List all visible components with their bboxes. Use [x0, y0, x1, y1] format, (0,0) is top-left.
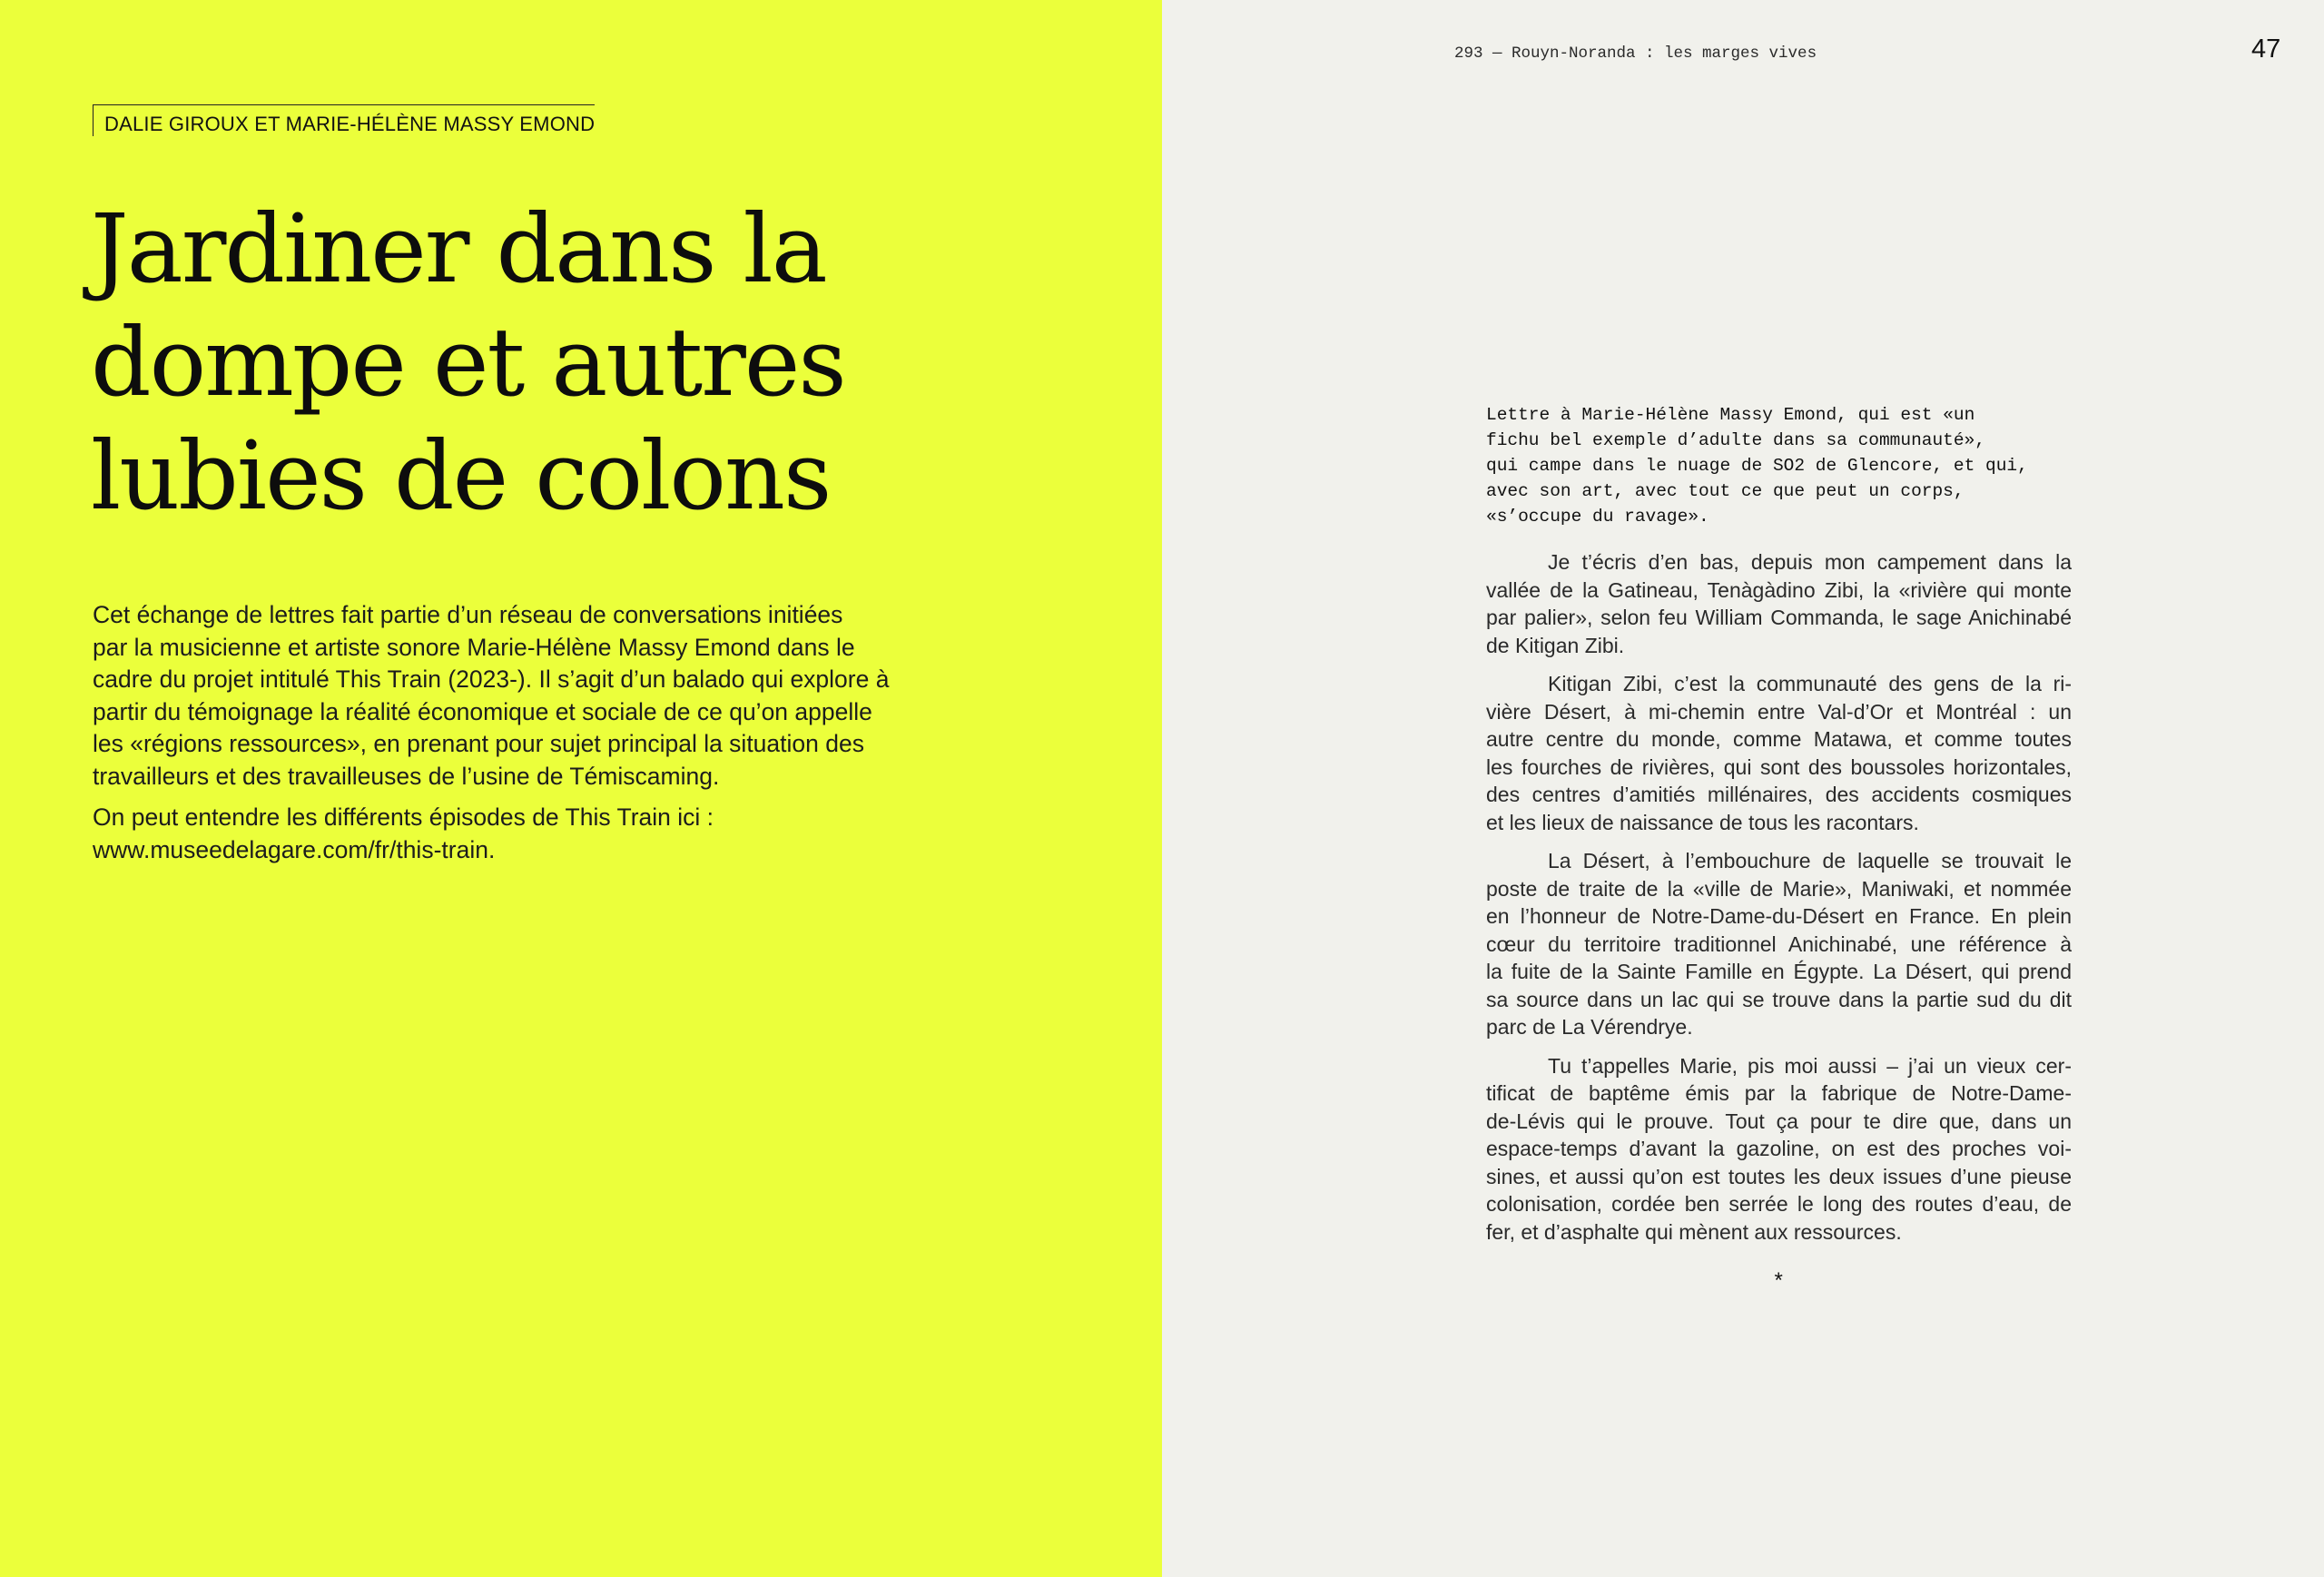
body-line: sines, et aussi qu’on est toutes les deux issues d’une pieuse	[1486, 1164, 2072, 1188]
body-line: tificat de baptême émis par la fabrique de Notre-Dame-	[1486, 1081, 2072, 1105]
body-line: vallée de la Gatineau, Tenàgàdino Zibi, la «rivière qui monte	[1486, 577, 2072, 602]
body-line: par palier», selon feu William Commanda, le sage Anichinabé	[1486, 606, 2072, 629]
body-line: des centres d’amitiés millénaires, des accidents cosmiques	[1486, 783, 2072, 806]
title-line: dompe et autres	[91, 307, 845, 418]
epigraph	[1486, 402, 2122, 529]
intro-paragraph	[93, 802, 964, 866]
body-line: vière Désert, à mi-chemin entre Val-d’Or et Montréal : un	[1486, 699, 2072, 724]
body-line: cœur du territoire traditionnel Anichinabé, une référence à	[1486, 931, 2072, 956]
epigraph-line: fichu bel exemple d’adulte dans sa communauté»,	[1486, 430, 1985, 450]
epigraph-line: Lettre à Marie-Hélène Massy Emond, qui est «un	[1486, 405, 1975, 425]
letter-body	[1486, 548, 2072, 1257]
article-title	[91, 192, 999, 533]
body-line: parc de La Vérendrye.	[1486, 1015, 1693, 1039]
body-paragraph	[1486, 847, 2072, 1041]
body-line: de Kitigan Zibi.	[1486, 633, 1625, 657]
page-number: 47	[2251, 34, 2281, 64]
body-line: et les lieux de naissance de tous les racontars.	[1486, 810, 1919, 834]
body-line: Je t’écris d’en bas, depuis mon campement dans la	[1548, 550, 2072, 574]
body-line: la fuite de la Sainte Famille en Égypte. La Désert, qui prend	[1486, 960, 2072, 983]
body-line: Kitigan Zibi, c’est la communauté des gens de la ri-	[1548, 672, 2072, 695]
podcast-url: www.museedelagare.com/fr/this-train.	[93, 835, 496, 863]
intro-line: par la musicienne et artiste sonore Marie-Hélène Massy Emond dans le	[93, 633, 855, 661]
intro-line: cadre du projet intitulé This Train (2023-). Il s’agit d’un balado qui explore à	[93, 665, 890, 693]
title-line: lubies de colons	[91, 420, 831, 531]
body-line: de-Lévis qui le prouve. Tout ça pour te dire que, dans un	[1486, 1109, 2072, 1133]
body-paragraph	[1486, 1052, 2072, 1247]
body-line: les fourches de rivières, qui sont des boussoles horizontales,	[1486, 754, 2072, 779]
body-line: La Désert, à l’embouchure de laquelle se trouvait le	[1548, 849, 2072, 872]
intro-text	[93, 599, 964, 875]
body-line: colonisation, cordée ben serrée le long des routes d’eau, de	[1486, 1192, 2072, 1216]
running-head: 293 — Rouyn-Noranda : les marges vives	[1454, 44, 1817, 63]
section-break-asterism: *	[1772, 1271, 1786, 1296]
intro-paragraph	[93, 599, 964, 793]
intro-line: On peut entendre les différents épisodes de This Train ici :	[93, 803, 714, 831]
epigraph-line: «s’occupe du ravage».	[1486, 507, 1709, 527]
intro-line: Cet échange de lettres fait partie d’un réseau de conversations initiées	[93, 601, 843, 628]
epigraph-line: qui campe dans le nuage de SO2 de Glencore, et qui,	[1486, 456, 2028, 476]
intro-line: travailleurs et des travailleuses de l’usine de Témiscaming.	[93, 762, 720, 790]
body-paragraph	[1486, 548, 2072, 659]
intro-line: partir du témoignage la réalité économique et sociale de ce qu’on appelle	[93, 697, 872, 725]
body-line: espace-temps d’avant la gazoline, on est des proches voi-	[1486, 1137, 2072, 1160]
authors-label: DALIE GIROUX ET MARIE-HÉLÈNE MASSY EMOND	[93, 104, 595, 136]
body-line: sa source dans un lac qui se trouve dans la partie sud du dit	[1486, 987, 2072, 1011]
body-line: poste de traite de la «ville de Marie», Maniwaki, et nommée	[1486, 876, 2072, 901]
title-line: Jardiner dans la	[91, 193, 826, 304]
body-line: autre centre du monde, comme Matawa, et comme toutes	[1486, 727, 2072, 751]
body-line: Tu t’appelles Marie, pis moi aussi – j’ai un vieux cer-	[1548, 1053, 2072, 1078]
epigraph-line: avec son art, avec tout ce que peut un corps,	[1486, 481, 1965, 501]
body-line: fer, et d’asphalte qui mènent aux ressources.	[1486, 1219, 1902, 1244]
intro-line: les «régions ressources», en prenant pour sujet principal la situation des	[93, 730, 864, 757]
body-line: en l’honneur de Notre-Dame-du-Désert en France. En plein	[1486, 904, 2072, 928]
body-paragraph	[1486, 670, 2072, 836]
